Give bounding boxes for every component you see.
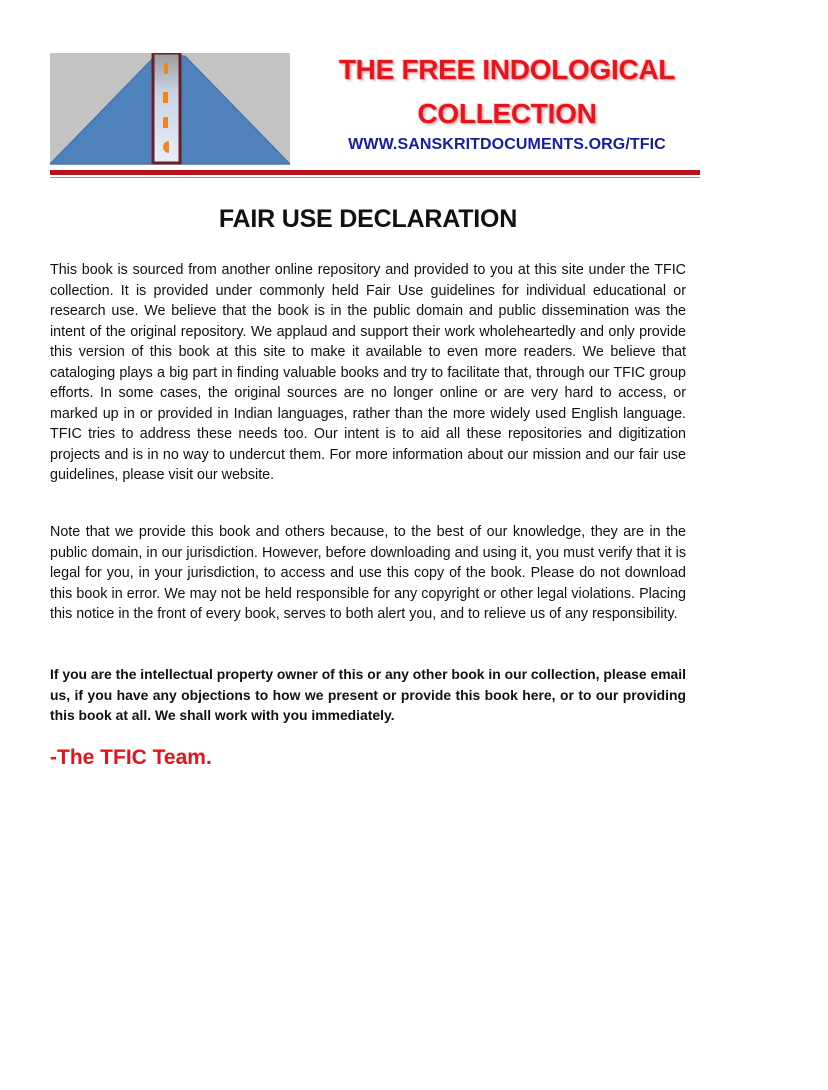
collection-url: WWW.SANSKRITDOCUMENTS.ORG/TFIC: [348, 136, 666, 153]
header-divider-thin: [50, 177, 700, 178]
document-title: FAIR USE DECLARATION: [218, 205, 518, 233]
paragraph-ip-owner-notice: If you are the intellectual property owner of this or any other book in our collection, please email us, if you have any objections to how we present or provide this book here, or to our providing this book at all. We shall work with you immediately.: [50, 666, 687, 723]
paragraph-fair-use: This book is sourced from another online repository and provided to you at this site under the TFIC collection. It is provided under commonly held Fair Use guidelines for individual educational or research use. We believe that the book is in the public domain and public dissemination was the intent of the original repository. We applaud and support their work wholeheartedly and only provide this version of this book at this site to make it available to even more readers. We believe that cataloging plays a big part in finding valuable books and try to facilitate that, through our TFIC group efforts. In some cases, the original sources are no longer online or are very hard to access, or marked up in or provided in Indian languages, rather than the more widely used English language. TFIC tries to address these needs too. Our intent is to aid all these repositories and digitization projects and is in no way to undercut them. For more information about our mission and our fair use guidelines, please visit our website.: [50, 262, 686, 483]
collection-title: THE FREE INDOLOGICAL COLLECTION: [338, 54, 676, 129]
tfic-logo-icon: [50, 53, 290, 165]
signature: -The TFIC Team.: [50, 746, 212, 769]
tfic-logo: [50, 53, 290, 165]
header-divider: [50, 170, 700, 175]
paragraph-legal-notice: Note that we provide this book and others because, to the best of our knowledge, they are in the public domain, in our jurisdiction. However, before downloading and using it, you must verify that it is legal for you, in your jurisdiction, to access and use this copy of the book. Please do not download this book in error. We may not be held responsible for any copyright or other legal violations. Placing this notice in the front of every book, serves to both alert you, and to relieve us of any responsibility.: [50, 524, 686, 622]
